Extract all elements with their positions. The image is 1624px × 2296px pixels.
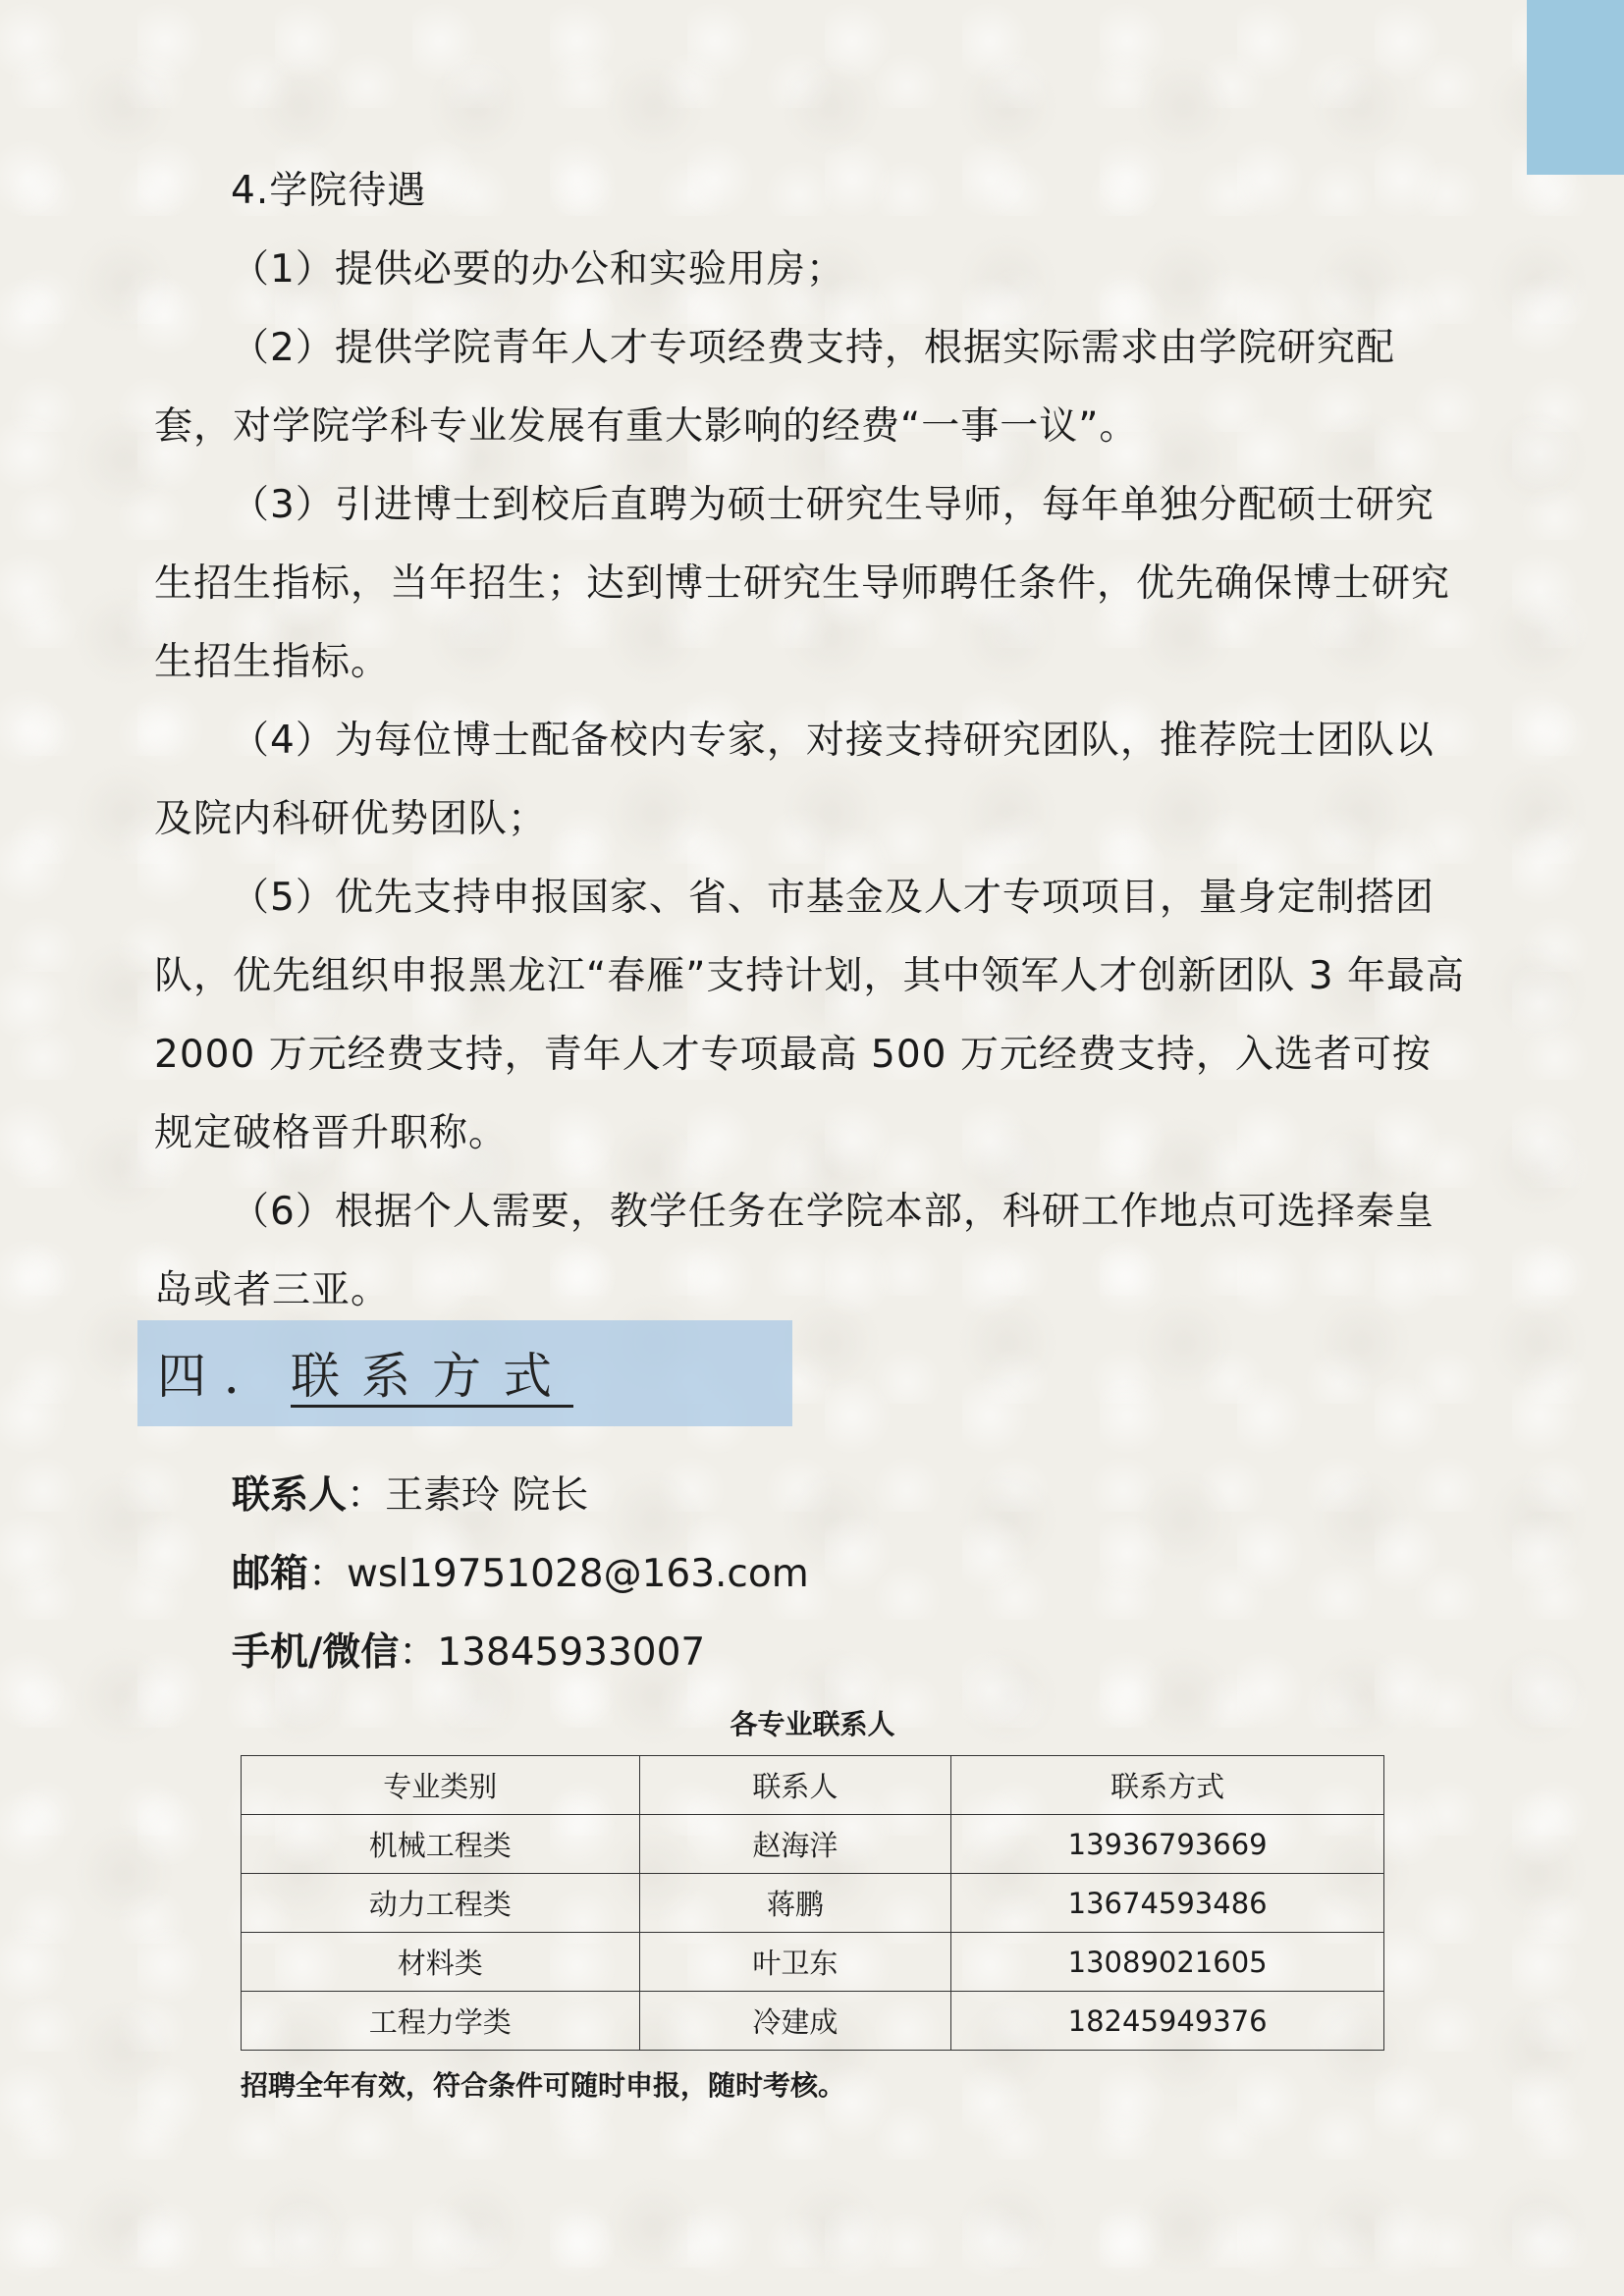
- section-heading-contact: [157, 1337, 573, 1408]
- table-row: [242, 1992, 1384, 2051]
- cell-contact: 叶卫东: [639, 1933, 951, 1992]
- contact-email-key: 邮箱: [232, 1552, 309, 1596]
- table-row: [242, 1815, 1384, 1874]
- cell-contact: 蒋鹏: [639, 1874, 951, 1933]
- cell-phone: 18245949376: [951, 1992, 1384, 2051]
- treatment-section: [154, 152, 1470, 1330]
- treatment-item-1: （1）提供必要的办公和实验用房；: [231, 247, 845, 292]
- major-contacts-table: [241, 1755, 1384, 2051]
- contact-email-value[interactable]: ：wsl19751028@163.com: [308, 1552, 809, 1596]
- page-corner-tab: [1527, 0, 1624, 175]
- table-header-row: [242, 1756, 1384, 1815]
- cell-phone: 13674593486: [951, 1874, 1384, 1933]
- table-caption: 各专业联系人: [730, 1708, 895, 1740]
- cell-contact: 赵海洋: [639, 1815, 951, 1874]
- treatment-item-2: （2）提供学院青年人才专项经费支持，根据实际需求由学院研究配套，对学院学科专业发展有重大影响的经费“一事一议”。: [154, 326, 1395, 449]
- contact-person-key: 联系人: [232, 1473, 348, 1518]
- treatment-item-6: （6）根据个人需要，教学任务在学院本部，科研工作地点可选择秦皇岛或者三亚。: [154, 1190, 1435, 1312]
- cell-major: 材料类: [242, 1933, 640, 1992]
- column-header-major: 专业类别: [242, 1756, 640, 1815]
- section-number: 四．: [157, 1348, 291, 1405]
- treatment-item-4: （4）为每位博士配备校内专家，对接支持研究团队，推荐院士团队以及院内科研优势团队；: [154, 719, 1435, 841]
- treatment-item-5: （5）优先支持申报国家、省、市基金及人才专项项目，量身定制搭团队，优先组织申报黑龙江“春雁”支持计划，其中领军人才创新团队 3 年最高 2000 万元经费支持，青年人才专项最高 500 万元经费支持，入选者可按规定破格晋升职称。: [154, 876, 1466, 1155]
- cell-phone: 13936793669: [951, 1815, 1384, 1874]
- cell-phone: 13089021605: [951, 1933, 1384, 1992]
- treatment-item-3: （3）引进博士到校后直聘为硕士研究生导师，每年单独分配硕士研究生招生指标，当年招生；达到博士研究生导师聘任条件，优先确保博士研究生招生指标。: [154, 483, 1451, 684]
- cell-major: 动力工程类: [242, 1874, 640, 1933]
- table-row: [242, 1874, 1384, 1933]
- contact-phone-value: ：13845933007: [399, 1630, 706, 1675]
- table-row: [242, 1933, 1384, 1992]
- cell-contact: 冷建成: [639, 1992, 951, 2051]
- cell-major: 机械工程类: [242, 1815, 640, 1874]
- section-title: 联系方式: [291, 1348, 573, 1405]
- contact-person: [232, 1457, 588, 1535]
- treatment-subheading: 4.学院待遇: [231, 169, 427, 213]
- contact-person-value: ：王素玲 院长: [347, 1473, 589, 1518]
- contact-email: [232, 1535, 809, 1614]
- column-header-phone: 联系方式: [951, 1756, 1384, 1815]
- contact-phone: [232, 1614, 705, 1692]
- contact-phone-key: 手机/微信: [232, 1630, 400, 1675]
- cell-major: 工程力学类: [242, 1992, 640, 2051]
- recruitment-footnote: 招聘全年有效，符合条件可随时申报，随时考核。: [241, 2069, 846, 2102]
- column-header-contact: 联系人: [639, 1756, 951, 1815]
